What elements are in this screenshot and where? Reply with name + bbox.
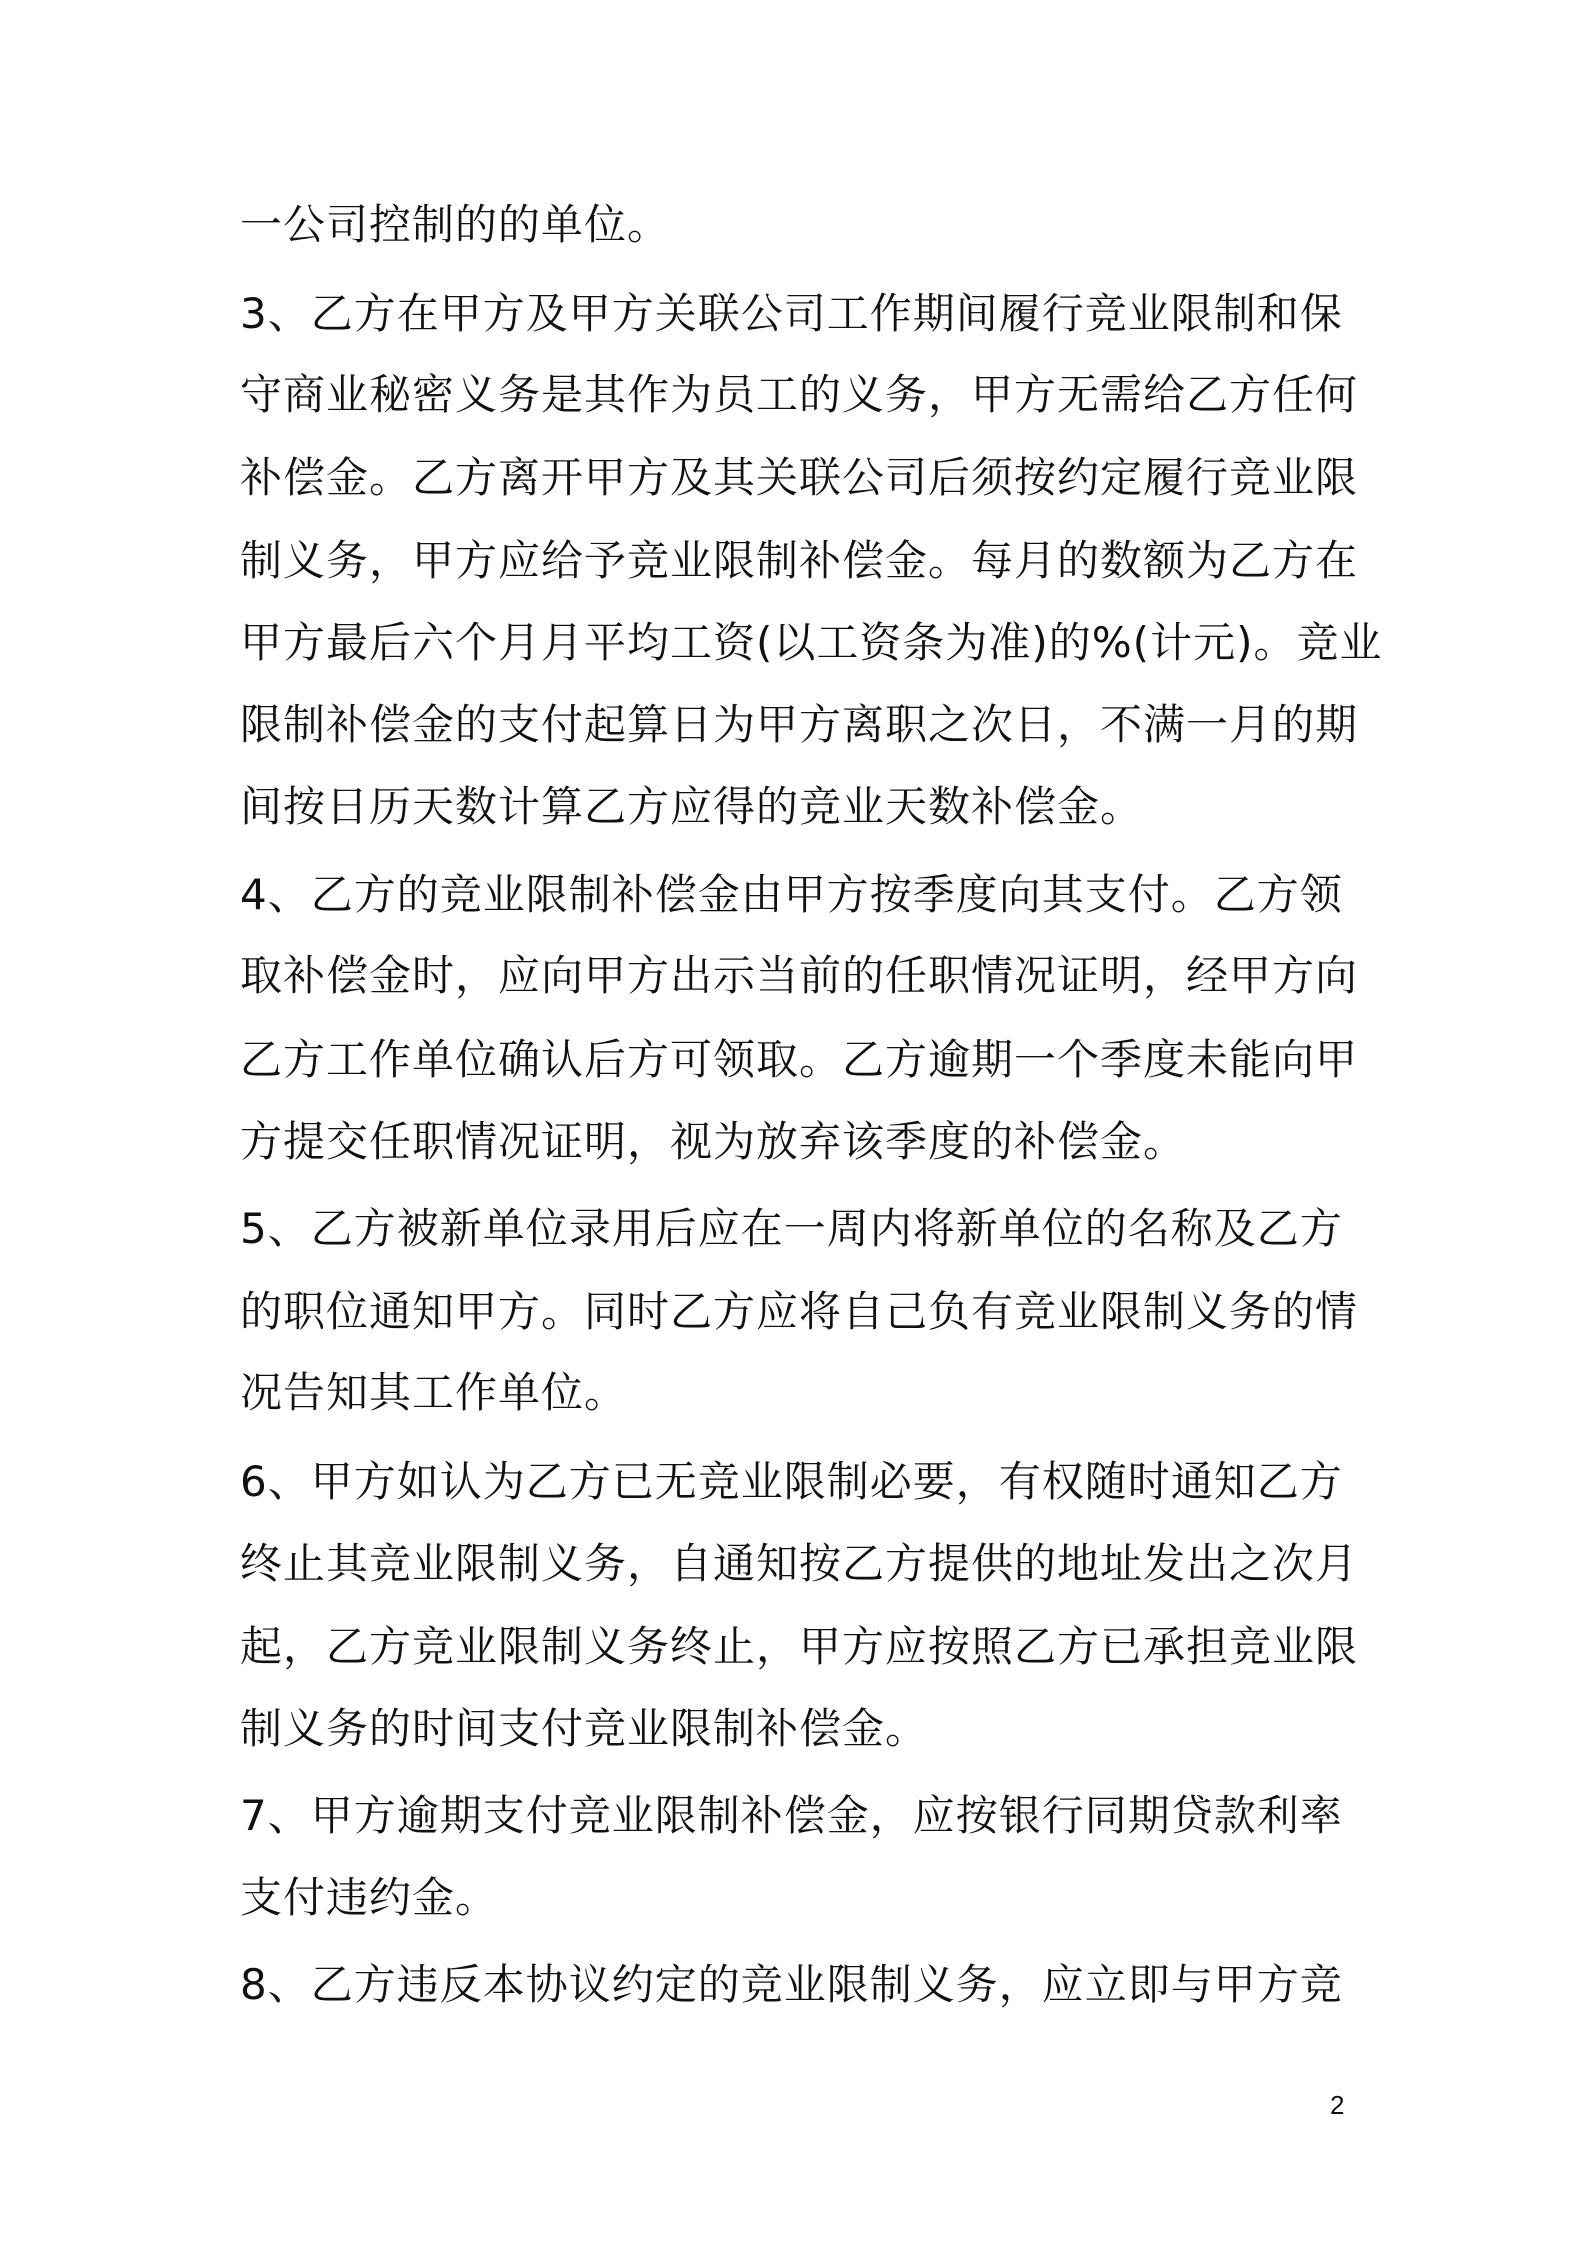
text-line: 5、乙方被新单位录用后应在一周内将新单位的名称及乙方	[240, 1204, 1343, 1253]
text-line: 乙方工作单位确认后方可领取。乙方逾期一个季度未能向甲	[240, 1035, 1359, 1084]
text-line: 起，乙方竞业限制义务终止，甲方应按照乙方已承担竞业限	[240, 1622, 1359, 1671]
text-line: 支付违约金。	[240, 1873, 499, 1922]
text-line: 制义务，甲方应给予竞业限制补偿金。每月的数额为乙方在	[240, 536, 1359, 585]
text-line: 3、乙方在甲方及甲方关联公司工作期间履行竞业限制和保	[240, 289, 1343, 338]
text-line: 况告知其工作单位。	[240, 1368, 628, 1417]
text-line: 补偿金。乙方离开甲方及其关联公司后须按约定履行竞业限	[240, 453, 1359, 502]
text-line: 守商业秘密义务是其作为员工的义务，甲方无需给乙方任何	[240, 370, 1359, 419]
text-line: 甲方最后六个月月平均工资(以工资条为准)的%(计元)。竞业	[240, 618, 1383, 667]
text-line: 取补偿金时，应向甲方出示当前的任职情况证明，经甲方向	[240, 951, 1359, 1000]
text-line: 8、乙方违反本协议约定的竞业限制义务，应立即与甲方竞	[240, 1960, 1343, 2009]
text-line: 的职位通知甲方。同时乙方应将自己负有竞业限制义务的情	[240, 1287, 1359, 1336]
text-line: 一公司控制的的单位。	[240, 200, 671, 249]
text-line: 终止其竞业限制义务，自通知按乙方提供的地址发出之次月	[240, 1539, 1359, 1588]
text-line: 7、甲方逾期支付竞业限制补偿金，应按银行同期贷款利率	[240, 1791, 1343, 1840]
text-line: 间按日历天数计算乙方应得的竞业天数补偿金。	[240, 782, 1144, 831]
text-line: 6、甲方如认为乙方已无竞业限制必要，有权随时通知乙方	[240, 1457, 1343, 1506]
text-line: 方提交任职情况证明，视为放弃该季度的补偿金。	[240, 1117, 1187, 1166]
text-line: 制义务的时间支付竞业限制补偿金。	[240, 1704, 929, 1753]
page-number: 2	[1330, 2090, 1345, 2120]
text-line: 4、乙方的竞业限制补偿金由甲方按季度向其支付。乙方领	[240, 870, 1343, 919]
text-line: 限制补偿金的支付起算日为甲方离职之次日，不满一月的期	[240, 700, 1359, 749]
